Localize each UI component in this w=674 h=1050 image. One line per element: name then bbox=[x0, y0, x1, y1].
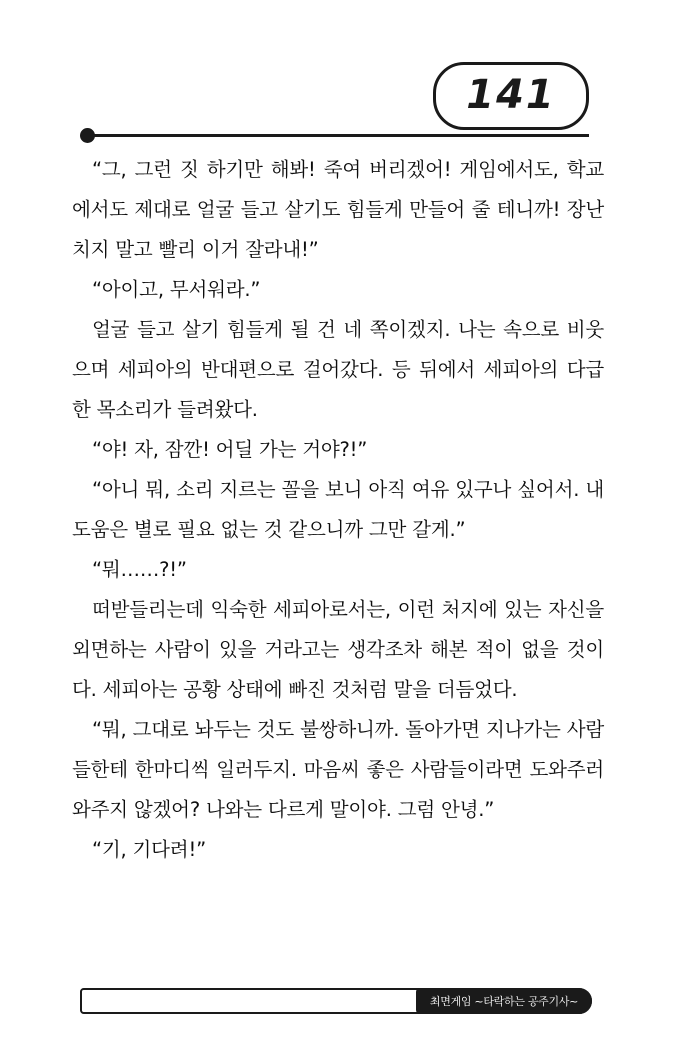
page-number: 141 bbox=[466, 72, 556, 118]
paragraph: “아이고, 무서워라.” bbox=[92, 278, 261, 301]
header-dot-decoration bbox=[80, 128, 95, 143]
page-header bbox=[0, 62, 674, 152]
paragraph: “뭐……?!” bbox=[92, 558, 187, 581]
paragraph: “그, 그런 짓 하기만 해봐! 죽여 버리겠어! 게임에서도, 학교에서도 제대로 얼굴 들고 살기도 힘들게 만들어 줄 테니까! 장난치지 말고 빨리 이거 잘라내!” bbox=[72, 158, 604, 261]
footer-book-title: 최면게임 ~타락하는 공주기사~ bbox=[416, 988, 592, 1014]
paragraph: “야! 자, 잠깐! 어딜 가는 거야?!” bbox=[92, 438, 368, 461]
page-footer bbox=[80, 988, 592, 1014]
paragraph: “뭐, 그대로 놔두는 것도 불쌍하니까. 돌아가면 지나가는 사람들한테 한마디씩 일러두지. 마음씨 좋은 사람들이라면 도와주러 와주지 않겠어? 나와는 다르게 말이야. 그럼 안녕.” bbox=[72, 718, 604, 821]
paragraph: “아니 뭐, 소리 지르는 꼴을 보니 아직 여유 있구나 싶어서. 내 도움은 별로 필요 없는 것 같으니까 그만 갈게.” bbox=[72, 478, 604, 541]
paragraph: “기, 기다려!” bbox=[92, 838, 206, 861]
paragraph: 떠받들리는데 익숙한 세피아로서는, 이런 처지에 있는 자신을 외면하는 사람이 있을 거라고는 생각조차 해본 적이 없을 것이다. 세피아는 공황 상태에 빠진 것처럼 말을 더듬었다. bbox=[72, 598, 604, 701]
page-number-badge bbox=[433, 62, 589, 130]
page-body-text bbox=[72, 150, 604, 870]
header-rule-decoration bbox=[88, 134, 589, 137]
paragraph: 얼굴 들고 살기 힘들게 될 건 네 쪽이겠지. 나는 속으로 비웃으며 세피아의 반대편으로 걸어갔다. 등 뒤에서 세피아의 다급한 목소리가 들려왔다. bbox=[72, 318, 604, 421]
